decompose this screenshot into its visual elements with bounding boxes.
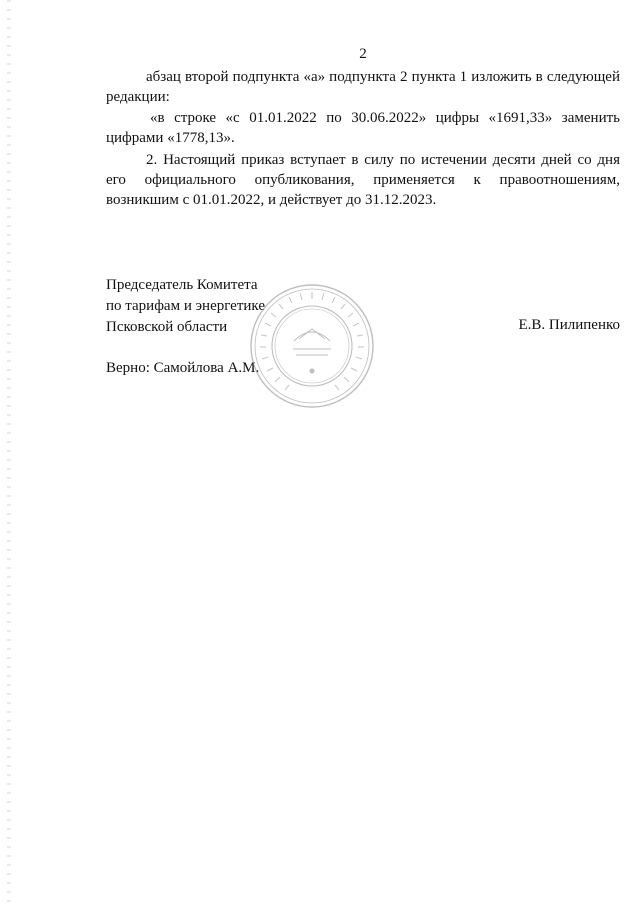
paragraph-effective-date [106,150,620,210]
signer-title-line: Псковской области [106,319,228,335]
verification-note: Верно: Самойлова А.М. [106,360,260,376]
official-seal-icon [249,283,375,409]
signer-title-line: по тарифам и энергетике [106,298,265,314]
paragraph-amendment-intro [106,67,620,107]
paragraph-text: абзац второй подпункта «а» подпункта 2 пункта 1 изложить в следующей редакции: [106,69,620,105]
signer-name: Е.В. Пилипенко [518,317,620,333]
page-number: 2 [359,46,367,62]
paragraph-text: 2. Настоящий приказ вступает в силу по истечении десяти дней со дня его официального опубликования, применяется к правоотношениям, возникшим с 01.01.2022, и действует до 31.12.2023. [106,152,620,208]
paragraph-amendment-text [106,108,620,148]
signature-block [106,275,265,338]
scan-margin-artifact [7,0,11,905]
signer-title-line: Председатель Комитета [106,277,258,293]
paragraph-text: «в строке «с 01.01.2022 по 30.06.2022» цифры «1691,33» заменить цифрами «1778,13». [106,110,620,146]
